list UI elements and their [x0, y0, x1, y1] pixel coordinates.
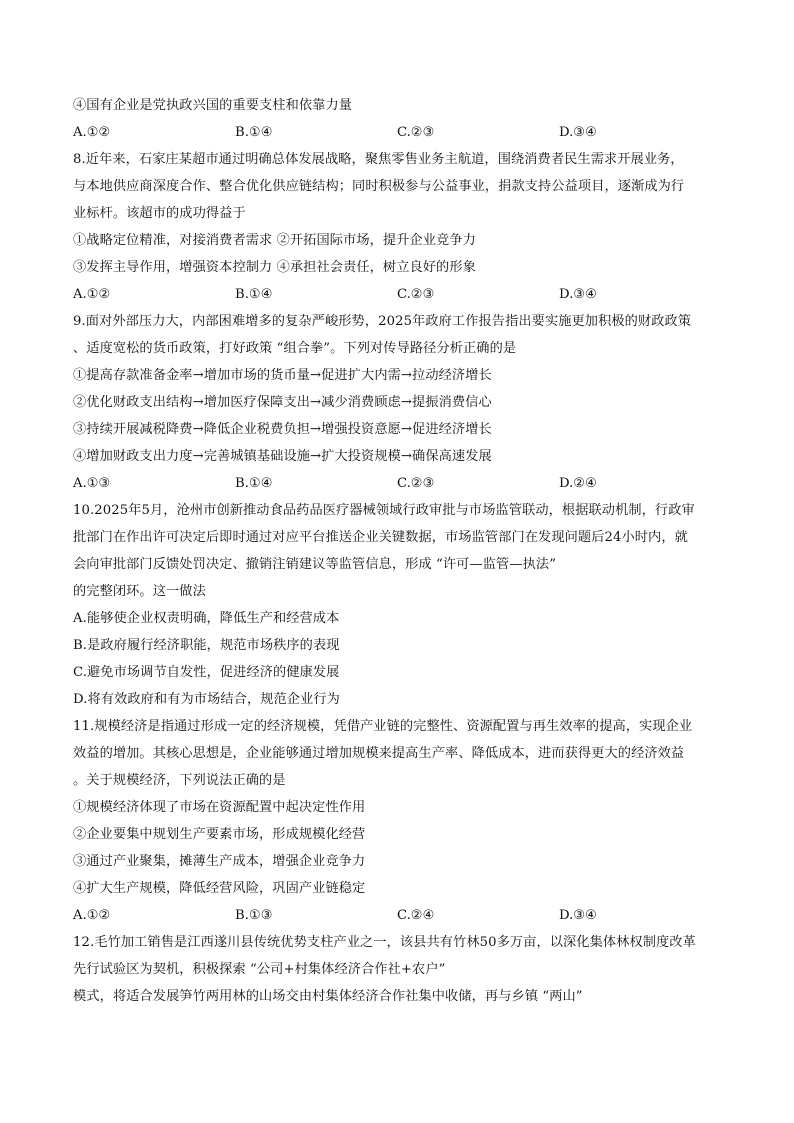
question-11: [73, 713, 733, 929]
answer-option-a: A.①②: [73, 908, 111, 923]
answer-option-d: D.②④: [559, 476, 597, 491]
answer-option-b: B.①④: [235, 476, 273, 491]
question-12: [73, 929, 733, 1010]
question-text: 模式，将适合发展笋竹两用林的山场交由村集体经济合作社集中收储，再与乡镇 “两山”: [73, 989, 583, 1004]
question-10: [73, 497, 733, 713]
statement-line: ①战略定位精准，对接消费者需求 ②开拓国际市场，提升企业竞争力: [73, 233, 476, 248]
statement-line: ④增加财政支出力度→完善城镇基础设施→扩大投资规模→确保高速发展: [73, 449, 492, 464]
question-8: [73, 146, 733, 308]
question-text: 12.毛竹加工销售是江西遂川县传统优势支柱产业之一，该县共有竹林50多万亩，以深化集体林权制度改革: [73, 935, 696, 950]
question-text: 的完整闭环。这一做法: [73, 584, 206, 599]
question-text: 先行试验区为契机，积极探索 “公司+村集体经济合作社+农户”: [73, 962, 446, 977]
statement-line: ③通过产业聚集，摊薄生产成本，增强企业竞争力: [73, 854, 366, 869]
answer-option-c: C.避免市场调节自发性，促进经济的健康发展: [73, 665, 340, 680]
statement-line: ②企业要集中规划生产要素市场，形成规模化经营: [73, 827, 366, 842]
answer-option-c: C.②④: [397, 908, 435, 923]
question-text: 10.2025年5月，沧州市创新推动食品药品医疗器械领域行政审批与市场监管联动，根据联动机制，行政审: [73, 503, 695, 518]
answer-option-c: C.②③: [397, 476, 435, 491]
statement-line: ①提高存款准备金率→增加市场的货币量→促进扩大内需→拉动经济增长: [73, 368, 492, 383]
answer-option-d: D.③④: [559, 125, 597, 140]
question-text: 效益的增加。其核心思想是，企业能够通过增加规模来提高生产率、降低成本，进而获得更大的经济效益: [73, 746, 685, 761]
answer-option-b: B.①③: [235, 908, 273, 923]
answer-option-c: C.②③: [397, 125, 435, 140]
question-text: 业标杆。该超市的成功得益于: [73, 206, 246, 221]
answer-option-b: B.①④: [235, 125, 273, 140]
answer-option-c: C.②③: [397, 287, 435, 302]
answer-option-a: A.①③: [73, 476, 111, 491]
exam-page: [73, 92, 733, 1010]
answer-option-a: A.能够使企业权责明确，降低生产和经营成本: [73, 611, 340, 626]
answer-option-d: D.③④: [559, 908, 597, 923]
q8-answer-options: [73, 281, 733, 308]
answer-option-b: B.①④: [235, 287, 273, 302]
statement-line: ④扩大生产规模，降低经营风险，巩固产业链稳定: [73, 881, 366, 896]
question-text: 9.面对外部压力大，内部困难增多的复杂严峻形势，2025年政府工作报告指出要实施更加积极的财政政策: [73, 314, 692, 329]
answer-option-a: A.①②: [73, 287, 111, 302]
statement-line: ③持续开展减税降费→降低企业税费负担→增强投资意愿→促进经济增长: [73, 422, 492, 437]
question-text: 与本地供应商深度合作、整合优化供应链结构；同时积极参与公益事业，捐款支持公益项目，逐渐成为行: [73, 179, 685, 194]
answer-option-d: D.③④: [559, 287, 597, 302]
question-9: [73, 308, 733, 497]
statement-line: ③发挥主导作用，增强资本控制力 ④承担社会责任，树立良好的形象: [73, 260, 476, 275]
q9-answer-options: [73, 470, 733, 497]
question-text: 会向审批部门反馈处罚决定、撤销注销建议等监管信息，形成 “许可—监管—执法”: [73, 557, 557, 572]
q11-answer-options: [73, 902, 733, 929]
question-text: 、适度宽松的货币政策，打好政策 “组合拳”。下列对传导路径分析正确的是: [73, 341, 517, 356]
question-text: 。关于规模经济，下列说法正确的是: [73, 773, 286, 788]
question-text: 批部门在作出许可决定后即时通过对应平台推送企业关键数据，市场监管部门在发现问题后24小时内，就: [73, 530, 688, 545]
answer-option-d: D.将有效政府和有为市场结合，规范企业行为: [73, 692, 340, 707]
question-text: 11.规模经济是指通过形成一定的经济规模，凭借产业链的完整性、资源配置与再生效率的提高，实现企业: [73, 719, 693, 734]
question-text: 8.近年来，石家庄某超市通过明确总体发展战略，聚焦零售业务主航道，围绕消费者民生需求开展业务，: [73, 152, 684, 167]
answer-option-a: A.①②: [73, 125, 111, 140]
q7-answer-options: [73, 119, 733, 146]
answer-option-b: B.是政府履行经济职能，规范市场秩序的表现: [73, 638, 340, 653]
statement-line: ②优化财政支出结构→增加医疗保障支出→减少消费顾虑→提振消费信心: [73, 395, 492, 410]
option-line-4: ④国有企业是党执政兴国的重要支柱和依靠力量: [73, 98, 353, 113]
statement-line: ①规模经济体现了市场在资源配置中起决定性作用: [73, 800, 366, 815]
